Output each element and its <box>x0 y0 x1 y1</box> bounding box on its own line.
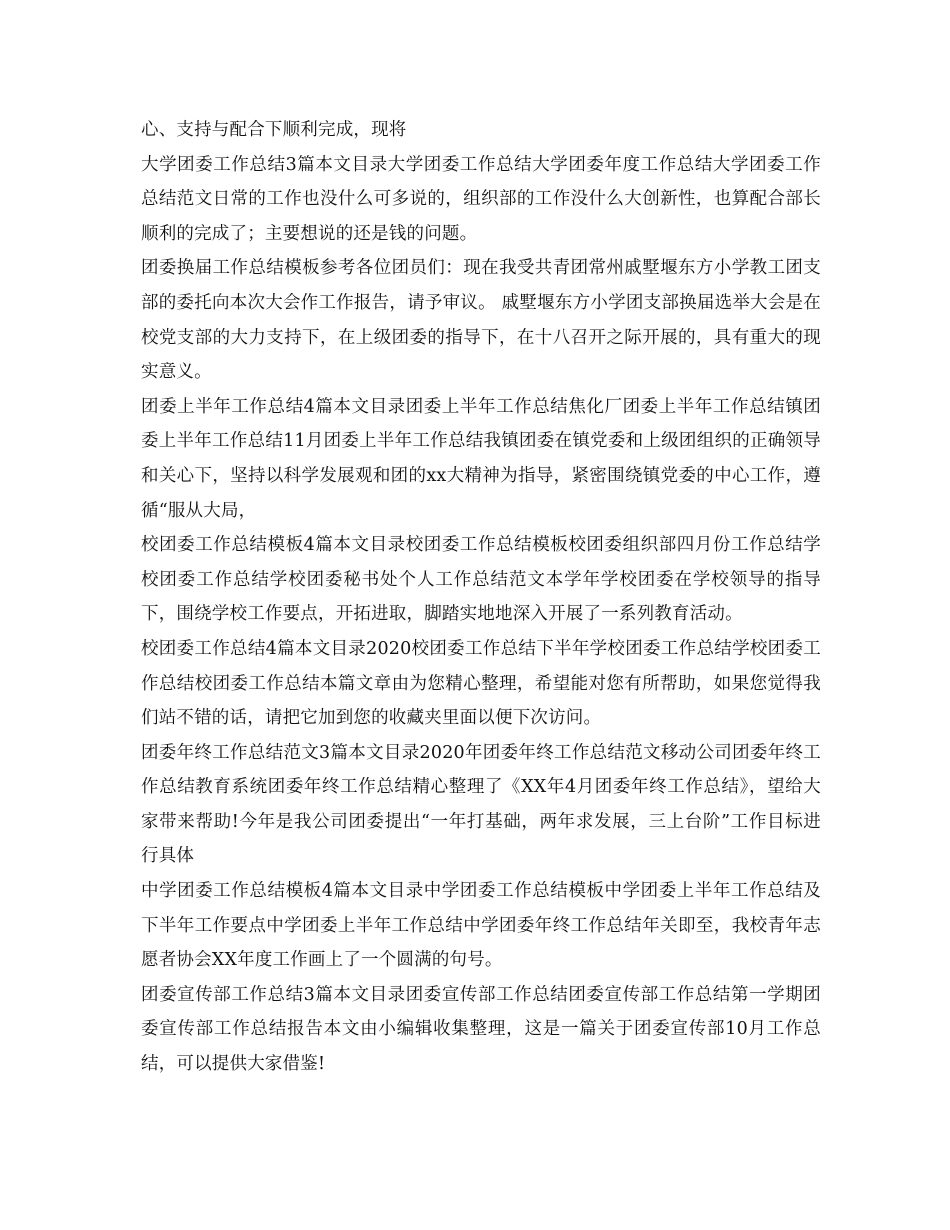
paragraph-election-summary: 团委换届工作总结模板参考各位团员们：现在我受共青团常州戚墅堰东方小学教工团支部的委托向本次大会作工作报告，请予审议。 戚墅堰东方小学团支部换届选举大会是在校党支部的大力支持下，在上级团委的指导下，在十八召开之际开展的，具有重大的现实意义。 <box>141 258 821 383</box>
paragraph-school-summary: 校团委工作总结4篇本文目录2020校团委工作总结下半年学校团委工作总结学校团委工作总结校团委工作总结本篇文章由为您精心整理，希望能对您有所帮助，如果您觉得我们站不错的话，请把它加到您的收藏夹里面以便下次访问。 <box>141 638 821 729</box>
document-body <box>141 113 821 1082</box>
paragraph-university-summary: 大学团委工作总结3篇本文目录大学团委工作总结大学团委年度工作总结大学团委工作总结范文日常的工作也没什么可多说的，组织部的工作没什么大创新性，也算配合部长顺利的完成了；主要想说的还是钱的问题。 <box>141 154 821 244</box>
paragraph-year-end-summary: 团委年终工作总结范文3篇本文目录2020年团委年终工作总结范文移动公司团委年终工作总结教育系统团委年终工作总结精心整理了《XX年4月团委年终工作总结》，望给大家带来帮助!今年是我公司团委提出“一年打基础，两年求发展，三上台阶”工作目标进行具体 <box>141 742 821 867</box>
paragraph-continuation: 心、支持与配合下顺利完成，现将 <box>141 120 407 140</box>
paragraph-publicity-summary: 团委宣传部工作总结3篇本文目录团委宣传部工作总结团委宣传部工作总结第一学期团委宣传部工作总结报告本文由小编辑收集整理，这是一篇关于团委宣传部10月工作总结，可以提供大家借鉴! <box>141 984 821 1075</box>
paragraph-school-template: 校团委工作总结模板4篇本文目录校团委工作总结模板校团委组织部四月份工作总结学校团委工作总结学校团委秘书处个人工作总结范文本学年学校团委在学校领导的指导下，围绕学校工作要点，开拓进取，脚踏实地地深入开展了一系列教育活动。 <box>141 535 821 625</box>
paragraph-middle-school-summary: 中学团委工作总结模板4篇本文目录中学团委工作总结模板中学团委上半年工作总结及下半年工作要点中学团委上半年工作总结中学团委年终工作总结年关即至，我校青年志愿者协会XX年度工作画上了一个圆满的句号。 <box>141 881 821 971</box>
paragraph-half-year-summary: 团委上半年工作总结4篇本文目录团委上半年工作总结焦化厂团委上半年工作总结镇团委上半年工作总结11月团委上半年工作总结我镇团委在镇党委和上级团组织的正确领导和关心下，坚持以科学发展观和团的xx大精神为指导，紧密围绕镇党委的中心工作，遵循“服从大局， <box>141 396 821 521</box>
